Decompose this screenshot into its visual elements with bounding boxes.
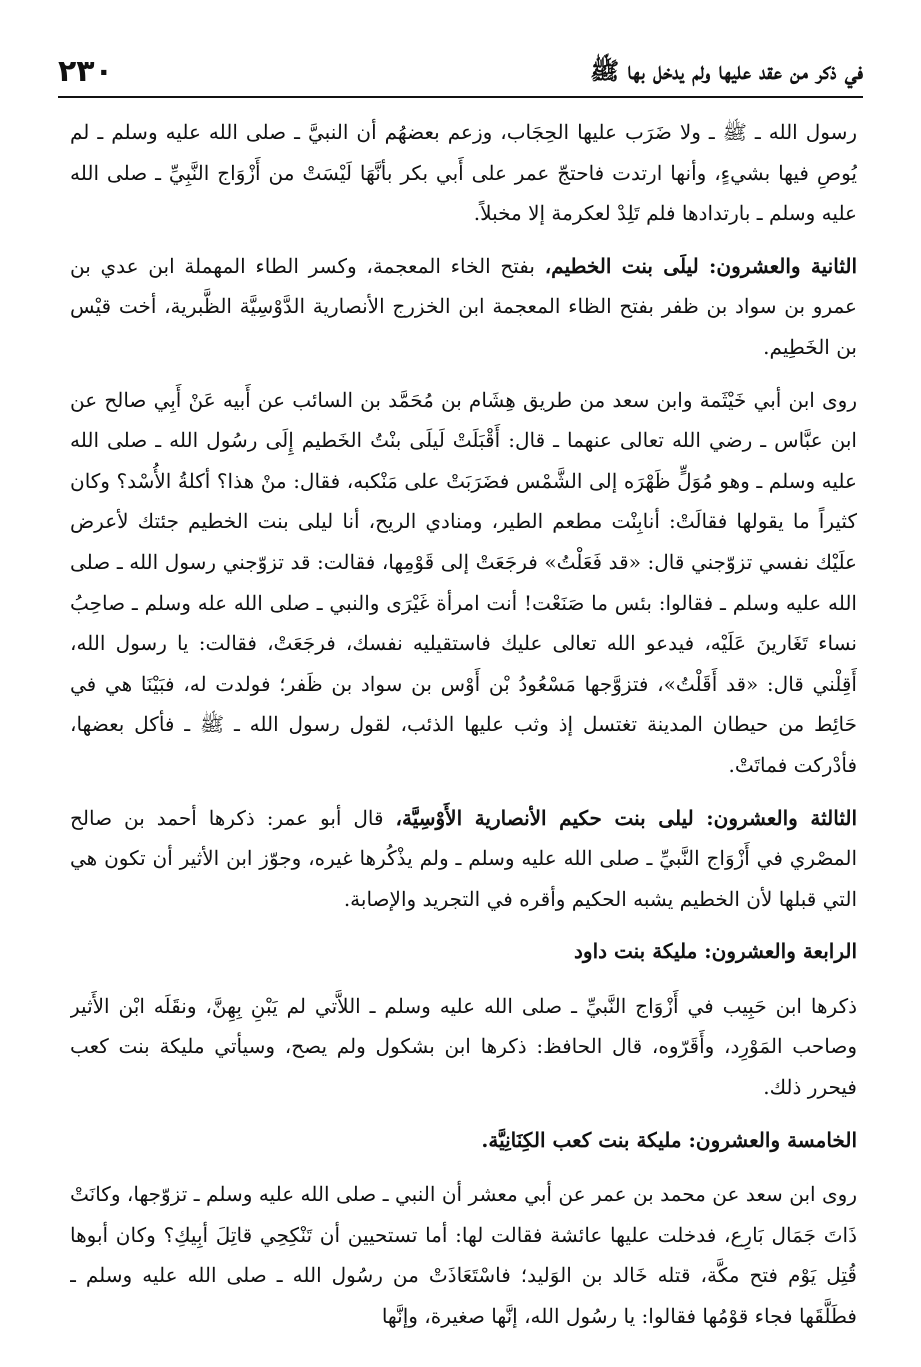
paragraph-text: ذكرها ابن حَبِيب في أَزْوَاج النَّبيِّ ـ صلى الله عليه وسلم ـ اللاَّتي لم يَبْنِ بِهِنَّ، ونقَلَه ابْن الأَثير وصاحب المَوْرِد، وأَقَرّوه، قال الحافظ: ذكرها ابن بشكول ولم يصح، وسيأتي مليكة بنت كعب فيحرر ذلك. [70, 993, 857, 1100]
entry-22 [70, 246, 857, 368]
entry-text: قال أبو عمر: ذكرها أحمد بن صالح المصْري في أَزْوَاج النَّبيِّ ـ صلى الله عليه وسلم ـ ولم يذْكُرها غيره، وجوّز ابن الأثير أن تكون هي التي قبلها لأن الخطيم يشبه الحكيم وأقره في التجريد والإصابة. [70, 805, 857, 911]
paragraph-text: رسول الله ـ ﷺ ـ ولا ضَرَب عليها الحِجَاب، وزعم بعضهُم أن النبيَّ ـ صلى الله عليه وسلم ـ لم يُوصِ فيها بشيءٍ، وأنها ارتدت فاحتجّ عمر على أَبي بكر بأنَّهَا لَيْسَتْ من أَزْوَاج النَّبِيِّ ـ صلى الله عليه وسلم ـ بارتدادها فلم تَلِدْ لعكرمة إلا مخبلاً. [70, 120, 857, 226]
entry-heading: الثالثة والعشرون: ليلى بنت حكيم الأنصارية الأَوْسِيَّة، [395, 805, 857, 830]
paragraph-1 [70, 112, 857, 234]
page-body [70, 112, 857, 1337]
entry-25-heading: الخامسة والعشرون: مليكة بنت كعب الكِنَانِيَّة. [481, 1127, 857, 1152]
paragraph-text: روى ابن أبي خَيْثَمة وابن سعد من طريق هِشَام بن مُحَمَّد بن السائب عن أَبيه عَنْ أَبِي صالح عن ابن عبَّاس ـ رضي الله تعالى عنهما ـ قال: أَقْبَلَتْ لَيلَى بنْتُ الخَطيم إِلَى رسُول الله ـ صلى الله عليه وسلم ـ وهو مُوَلٍّ ظَهْرَه إلى الشَّمْس فضَرَبَتْ على مَنْكبه، فقال: منْ هذا؟ أكلةُ الأُسْد؟ وكان كثيراً ما يقولها فقالَتْ: أنابِنْت مطعم الطير، ومنادي الريح، أنا ليلى بنت الخطيم جئتك لأعرض علَيْك نفسي تزوّجني قال: «قد فَعَلْتُ» فرجَعَتْ إلى قَوْمِها، فقالت: قد تزوّجني رسول الله ـ صلى الله عليه وسلم ـ فقالوا: بئس ما صَنَعْت! أنت امرأة غَيْرَى والنبي ـ صلى الله عله وسلم ـ صاحِبُ نساء تَغَارينَ عَلَيْه، فيدعو الله تعالى عليك فاستقيليه نفسك، فرجَعَتْ، فقالت: يا رسول الله، أَقِلْني قال: «قد أَقَلْتُ»، فتزوَّجها مَسْعُودُ بْن أَوْس بن سواد بن ظَفر؛ فولدت له، فبَيْنَا هي في حَائِط من حيطان المدينة تغتسل إذ وثب عليها الذئب، لقول رسول الله ـ ﷺ ـ فأكل بعضها، فأدْركت فماتَتْ. [70, 387, 857, 777]
entry-25-text [70, 1174, 857, 1336]
entry-24-text [70, 986, 857, 1108]
page-header [58, 52, 863, 96]
entry-24-heading: الرابعة والعشرون: مليكة بنت داود [574, 939, 857, 964]
page-number: ٢٣٠ [58, 54, 113, 89]
entry-23 [70, 798, 857, 920]
entry-heading: الثانية والعشرون: ليلَى بنت الخطيم، [544, 253, 857, 278]
entry-text: بفتح الخاء المعجمة، وكسر الطاء المهملة ابن عدي بن عمرو بن سواد بن ظفر بفتح الظاء المعجمة ابن الخزرج الأنصارية الدَّوْسِيَّة الظَّبرية، أخت قيْس بن الخَطِيم. [70, 253, 857, 359]
paragraph-narration [70, 380, 857, 786]
running-title: في ذكر من عقد عليها ولم يدخل بها ﷺ [590, 56, 863, 85]
header-rule [58, 96, 863, 98]
paragraph-text: روى ابن سعد عن محمد بن عمر عن أبي معشر أن النبي ـ صلى الله عليه وسلم ـ تزوّجها، وكانَتْ ذَاتَ جَمَال بَارِع، فدخلت عليها عائشة فقالت لها: أما تستحيين أن تَنْكِحِي قاتِلَ أبِيكِ؟ وكان أبوها قُتِل يَوْم فتح مكَّة، قتله خَالد بن الوَليد؛ فاسْتَعَاذَتْ من رسُول الله ـ صلى الله عليه وسلم ـ فطَلَّقَها فجاء قوْمُها فقالوا: يا رسُول الله، إنَّها صغيرة، وإنَّها [70, 1182, 857, 1329]
